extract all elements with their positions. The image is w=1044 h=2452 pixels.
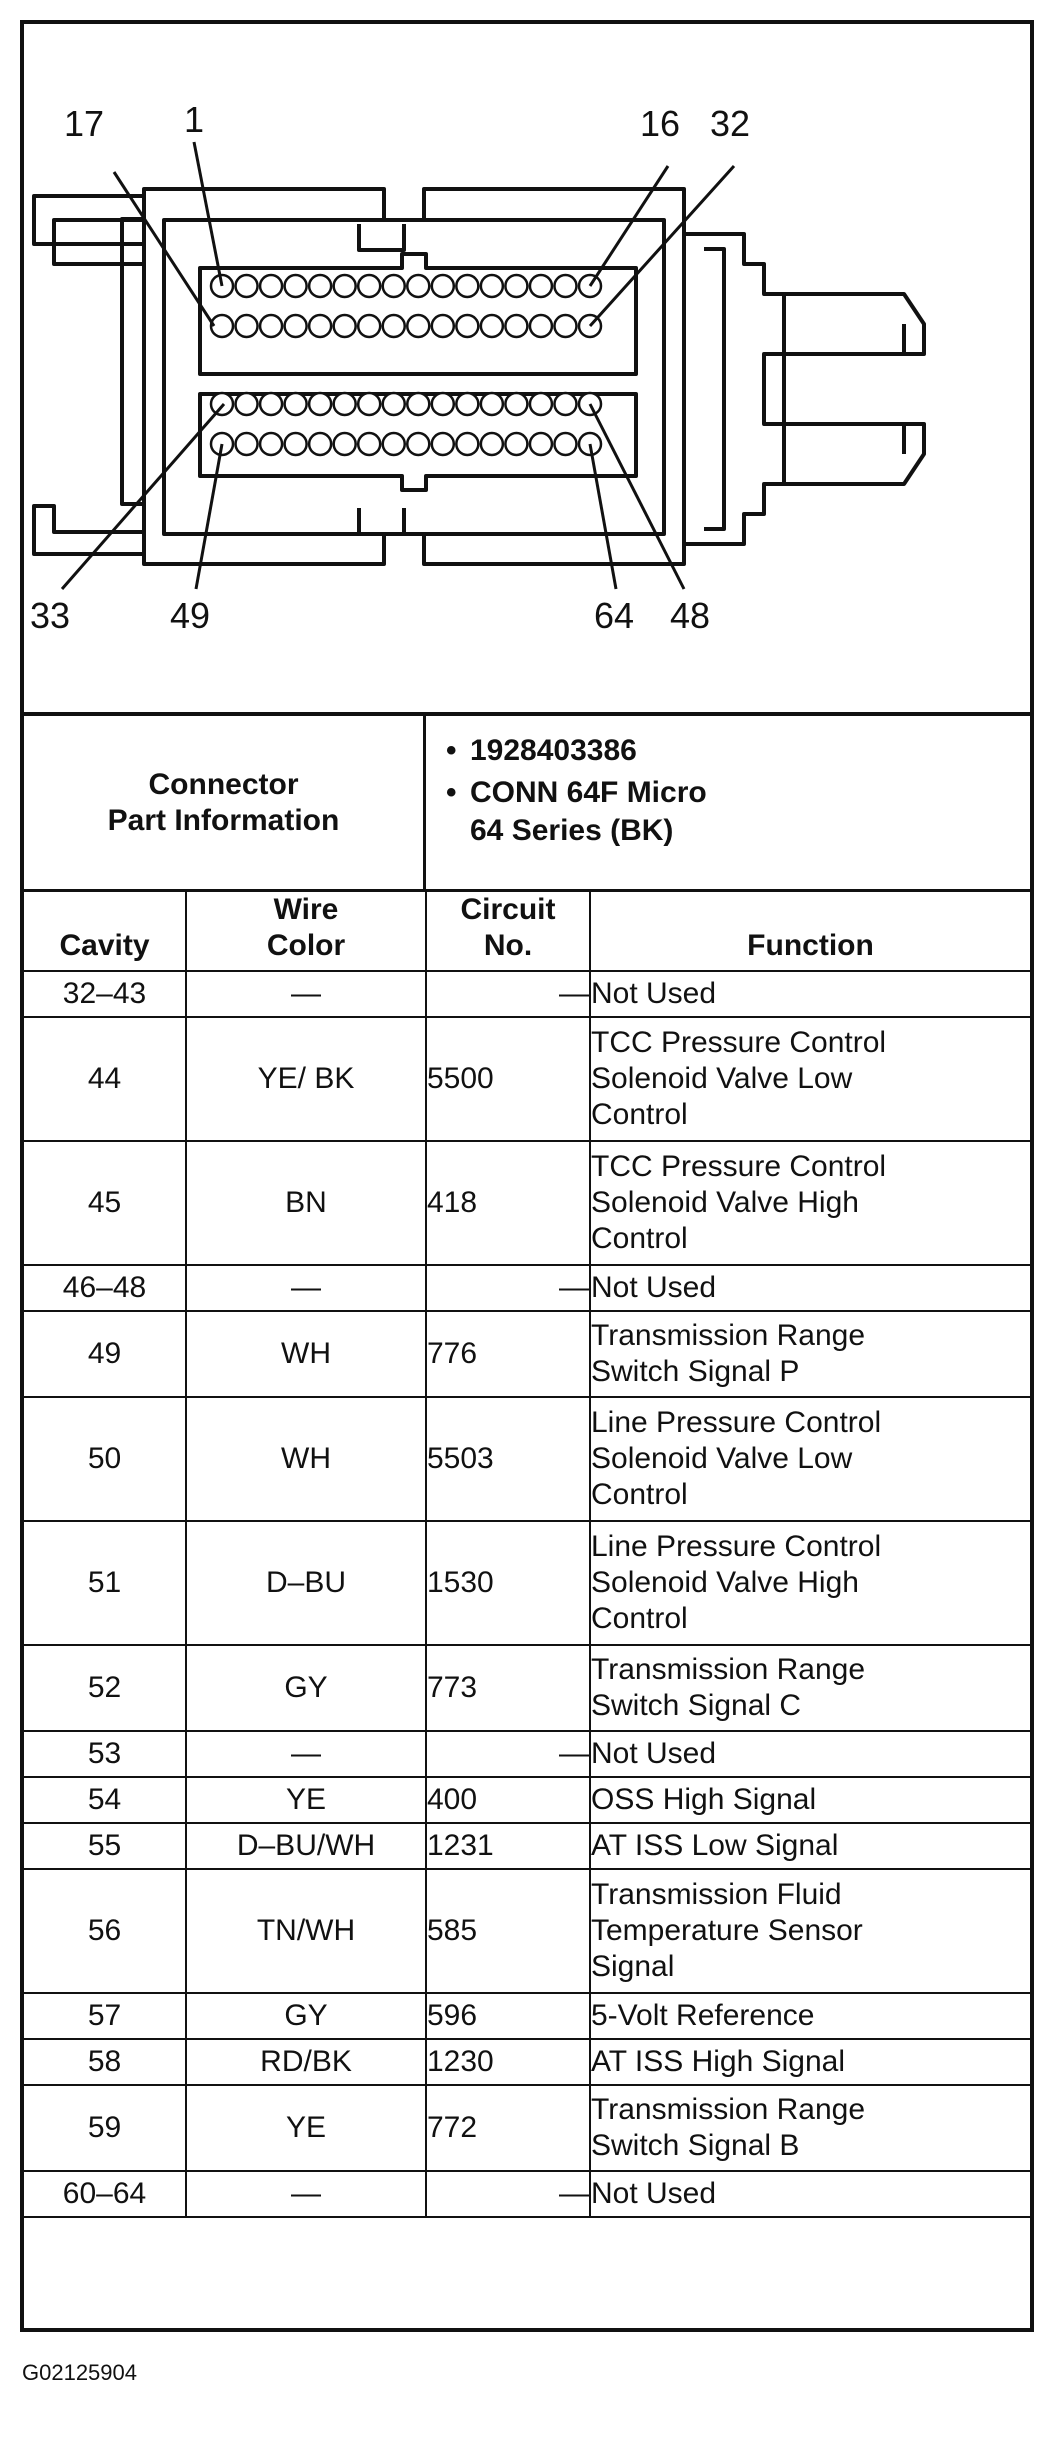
header-function: Function <box>590 892 1030 971</box>
cavity-cell: 32–43 <box>24 971 186 1017</box>
cavity-cell: 58 <box>24 2039 186 2085</box>
pin-circle <box>236 275 258 297</box>
pin-circle <box>260 315 282 337</box>
part-number-line: 64 Series (BK) <box>470 814 674 847</box>
circuit-no-cell: — <box>426 2171 590 2217</box>
top-key <box>359 224 404 250</box>
pin-circle <box>432 393 454 415</box>
pin-circle <box>481 393 503 415</box>
circuit-no-cell: 1231 <box>426 1823 590 1869</box>
pin-circle <box>554 393 576 415</box>
wire-color-cell: RD/BK <box>186 2039 426 2085</box>
table-row <box>24 1521 1030 1645</box>
circuit-no-cell: 5500 <box>426 1017 590 1141</box>
circuit-no-cell: — <box>426 1265 590 1311</box>
cavity-cell: 50 <box>24 1397 186 1521</box>
bullet-icon: • <box>446 776 457 809</box>
pin-circle <box>383 315 405 337</box>
function-line: AT ISS High Signal <box>591 2045 846 2078</box>
pin-circle <box>456 315 478 337</box>
cavity-cell: 57 <box>24 1993 186 2039</box>
table-row <box>24 1823 1030 1869</box>
function-cell <box>590 1777 1030 1823</box>
pin-circle <box>309 315 331 337</box>
function-cell <box>590 1731 1030 1777</box>
function-line: Transmission Fluid <box>591 1878 842 1911</box>
table-row <box>24 1265 1030 1311</box>
part-number-text <box>470 774 707 850</box>
circuit-no-cell: — <box>426 1731 590 1777</box>
function-line: OSS High Signal <box>591 1783 817 1816</box>
function-cell <box>590 2171 1030 2217</box>
function-line: Control <box>591 1222 688 1255</box>
function-cell <box>590 1645 1030 1731</box>
function-line: 5-Volt Reference <box>591 1999 815 2032</box>
part-info-title <box>24 716 426 889</box>
cavity-cell: 54 <box>24 1777 186 1823</box>
pin-circle <box>505 393 527 415</box>
function-line: TCC Pressure Control <box>591 1026 887 1059</box>
pin-circle <box>309 393 331 415</box>
part-numbers-list <box>446 732 1016 850</box>
pin-circle <box>432 315 454 337</box>
function-line: Switch Signal P <box>591 1355 800 1388</box>
function-line: TCC Pressure Control <box>591 1150 887 1183</box>
header-wire-color: Wire Color <box>186 892 426 971</box>
pin-circle <box>260 275 282 297</box>
wire-color-cell: — <box>186 2171 426 2217</box>
pin-circle <box>481 315 503 337</box>
pin-circle <box>260 393 282 415</box>
function-line: Temperature Sensor <box>591 1914 863 1947</box>
pin-circle <box>432 433 454 455</box>
table-row <box>24 1397 1030 1521</box>
function-line: AT ISS Low Signal <box>591 1829 839 1862</box>
pin-circle <box>236 433 258 455</box>
cavity-cell: 44 <box>24 1017 186 1141</box>
wire-color-cell: — <box>186 971 426 1017</box>
function-line: Transmission Range <box>591 1319 865 1352</box>
function-line: Switch Signal B <box>591 2129 800 2162</box>
function-cell <box>590 1265 1030 1311</box>
pin-label-49: 49 <box>170 595 211 636</box>
connector-part-information <box>24 716 1030 892</box>
pin-circle <box>505 275 527 297</box>
wire-color-cell: — <box>186 1265 426 1311</box>
table-row <box>24 2085 1030 2171</box>
function-cell <box>590 971 1030 1017</box>
pin-circle <box>285 275 307 297</box>
pin-label-32: 32 <box>710 103 751 144</box>
header-cavity: Cavity <box>24 892 186 971</box>
pinout-rows <box>24 971 1030 2217</box>
wire-color-cell: YE/ BK <box>186 1017 426 1141</box>
cavity-cell: 52 <box>24 1645 186 1731</box>
function-line: Not Used <box>591 1271 717 1304</box>
circuit-no-cell: 585 <box>426 1869 590 1993</box>
function-line: Solenoid Valve High <box>591 1186 859 1219</box>
circuit-no-cell: 1530 <box>426 1521 590 1645</box>
wire-color-cell: TN/WH <box>186 1869 426 1993</box>
function-line: Not Used <box>591 2177 717 2210</box>
pin-circle <box>407 393 429 415</box>
function-line: Line Pressure Control <box>591 1406 882 1439</box>
part-number-item <box>446 732 1016 770</box>
wire-color-cell: GY <box>186 1993 426 2039</box>
pin-circle <box>407 315 429 337</box>
function-line: Solenoid Valve Low <box>591 1062 853 1095</box>
function-line: Control <box>591 1478 688 1511</box>
function-line: Control <box>591 1602 688 1635</box>
function-cell <box>590 1869 1030 1993</box>
circuit-no-cell: 773 <box>426 1645 590 1731</box>
wire-color-cell: D–BU <box>186 1521 426 1645</box>
pin-circle <box>383 393 405 415</box>
pin-circle <box>383 275 405 297</box>
table-row <box>24 2039 1030 2085</box>
function-cell <box>590 1993 1030 2039</box>
circuit-no-cell: 400 <box>426 1777 590 1823</box>
cavity-cell: 53 <box>24 1731 186 1777</box>
circuit-no-cell: 5503 <box>426 1397 590 1521</box>
pin-circle <box>456 433 478 455</box>
cavity-cell: 56 <box>24 1869 186 1993</box>
function-line: Not Used <box>591 1737 717 1770</box>
table-row <box>24 1311 1030 1397</box>
function-cell <box>590 1521 1030 1645</box>
cavity-cell: 59 <box>24 2085 186 2171</box>
table-row <box>24 1993 1030 2039</box>
table-row <box>24 1731 1030 1777</box>
wire-color-cell: YE <box>186 1777 426 1823</box>
circuit-no-cell: 418 <box>426 1141 590 1265</box>
connector-sheet <box>20 20 1034 2332</box>
cavity-cell: 45 <box>24 1141 186 1265</box>
pin-circle <box>383 433 405 455</box>
pin-circle <box>260 433 282 455</box>
connector-diagram <box>24 24 1030 716</box>
pin-circle <box>530 275 552 297</box>
wire-color-cell: GY <box>186 1645 426 1731</box>
pin-circle <box>309 275 331 297</box>
function-line: Transmission Range <box>591 1653 865 1686</box>
pin-label-33: 33 <box>30 595 71 636</box>
function-line: Solenoid Valve High <box>591 1566 859 1599</box>
wire-color-cell: WH <box>186 1397 426 1521</box>
table-header-row <box>24 892 1030 971</box>
pin-circle <box>285 393 307 415</box>
pin-circle <box>530 393 552 415</box>
pin-circle <box>334 433 356 455</box>
connector-drawing <box>24 24 1030 712</box>
pin-circle <box>358 433 380 455</box>
function-line: Switch Signal C <box>591 1689 802 1722</box>
pin-circle <box>432 275 454 297</box>
pin-label-17: 17 <box>64 103 105 144</box>
wire-color-cell: BN <box>186 1141 426 1265</box>
pin-circle <box>285 433 307 455</box>
function-cell <box>590 2039 1030 2085</box>
cavity-cell: 49 <box>24 1311 186 1397</box>
pin-circle <box>481 275 503 297</box>
pin-circles <box>211 275 601 455</box>
table-row <box>24 1645 1030 1731</box>
pin-circle <box>456 393 478 415</box>
function-line: Control <box>591 1098 688 1131</box>
pin-circle <box>505 315 527 337</box>
outer-housing <box>144 189 684 564</box>
pin-circle <box>481 433 503 455</box>
circuit-no-cell: 776 <box>426 1311 590 1397</box>
pin-label-64: 64 <box>594 595 635 636</box>
function-cell <box>590 1017 1030 1141</box>
pin-circle <box>285 315 307 337</box>
bullet-icon: • <box>446 734 457 767</box>
function-cell <box>590 1397 1030 1521</box>
function-cell <box>590 1311 1030 1397</box>
cavity-cell: 46–48 <box>24 1265 186 1311</box>
pin-circle <box>554 433 576 455</box>
part-number-text <box>470 732 637 770</box>
circuit-no-cell: 596 <box>426 1993 590 2039</box>
pin-label-16: 16 <box>640 103 681 144</box>
pin-circle <box>236 315 258 337</box>
part-info-title-line1: Connector <box>148 767 299 801</box>
table-row <box>24 1141 1030 1265</box>
circuit-no-cell: 1230 <box>426 2039 590 2085</box>
pin-circle <box>358 393 380 415</box>
cavity-cell: 60–64 <box>24 2171 186 2217</box>
function-cell <box>590 2085 1030 2171</box>
table-row <box>24 2171 1030 2217</box>
pin-circle <box>530 315 552 337</box>
pin-circle <box>407 433 429 455</box>
part-number-line: 1928403386 <box>470 734 637 767</box>
pin-circle <box>407 275 429 297</box>
table-row <box>24 971 1030 1017</box>
cavity-cell: 51 <box>24 1521 186 1645</box>
figure-code: G02125904 <box>22 2360 137 2385</box>
pin-circle <box>334 275 356 297</box>
part-number-line: CONN 64F Micro <box>470 776 707 809</box>
function-cell <box>590 1823 1030 1869</box>
wire-color-cell: WH <box>186 1311 426 1397</box>
pin-circle <box>554 275 576 297</box>
wire-color-cell: — <box>186 1731 426 1777</box>
function-cell <box>590 1141 1030 1265</box>
circuit-no-cell: — <box>426 971 590 1017</box>
pin-label-1: 1 <box>184 99 205 140</box>
pin-label-48: 48 <box>670 595 711 636</box>
circuit-no-cell: 772 <box>426 2085 590 2171</box>
part-number-item <box>446 774 1016 850</box>
part-info-title-line2: Part Information <box>107 803 340 837</box>
pin-circle <box>358 275 380 297</box>
wire-color-cell: D–BU/WH <box>186 1823 426 1869</box>
pin-circle <box>236 393 258 415</box>
function-line: Solenoid Valve Low <box>591 1442 853 1475</box>
function-line: Transmission Range <box>591 2093 865 2126</box>
pin-circle <box>505 433 527 455</box>
right-latch-inner <box>704 249 724 529</box>
left-side-rail <box>122 219 144 504</box>
function-line: Signal <box>591 1950 675 1983</box>
function-line: Not Used <box>591 977 717 1010</box>
pinout-table <box>24 892 1030 2218</box>
pin-circle <box>554 315 576 337</box>
pin-circle <box>211 315 233 337</box>
table-row <box>24 1017 1030 1141</box>
table-row <box>24 1777 1030 1823</box>
wire-color-cell: YE <box>186 2085 426 2171</box>
function-line: Line Pressure Control <box>591 1530 882 1563</box>
pin-circle <box>211 393 233 415</box>
pin-circle <box>334 393 356 415</box>
pin-circle <box>456 275 478 297</box>
pin-circle <box>309 433 331 455</box>
pin-circle <box>530 433 552 455</box>
bottom-key <box>359 508 404 534</box>
pin-circle <box>358 315 380 337</box>
right-latch <box>684 234 924 544</box>
left-top-tab <box>34 196 144 264</box>
header-circuit-no: Circuit No. <box>426 892 590 971</box>
pin-circle <box>334 315 356 337</box>
cavity-cell: 55 <box>24 1823 186 1869</box>
table-row <box>24 1869 1030 1993</box>
right-latch-detail <box>784 294 904 484</box>
